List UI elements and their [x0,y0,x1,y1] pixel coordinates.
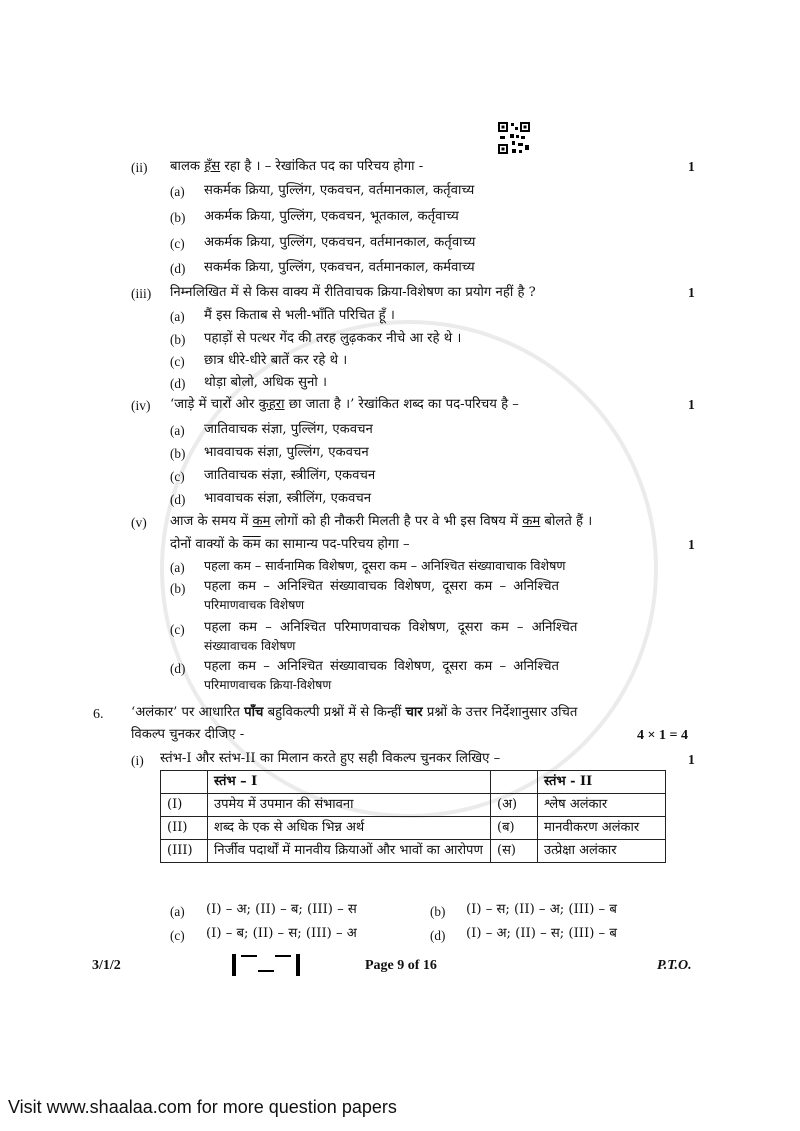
marks: 1 [688,537,695,552]
marks: 1 [688,752,695,767]
question-number: (ii) [131,160,148,175]
option-label: (a) [170,309,185,324]
option-label: (b) [170,210,186,225]
table-cell: उत्प्रेक्षा अलंकार [538,840,666,863]
table-cell: मानवीकरण अलंकार [538,817,666,840]
table-cell: (II) [161,817,208,840]
option-text: अकर्मक क्रिया, पुल्लिंग, एकवचन, वर्तमानकाल, कर्तृवाच्य [204,235,476,250]
option-text: अकर्मक क्रिया, पुल्लिंग, एकवचन, भूतकाल, कर्तृवाच्य [204,209,459,224]
option-text: (I) – ब; (II) – स; (III) – अ [206,926,357,941]
question-number: (v) [131,515,147,530]
table-row [161,840,666,863]
table-cell: शब्द के एक से अधिक भिन्न अर्थ [208,817,491,840]
option-label: (b) [170,446,186,461]
match-table [160,770,666,863]
table-row [161,817,666,840]
table-cell: (III) [161,840,208,863]
option-text: पहाड़ों से पत्थर गेंद की तरह लुढ़ककर नीचे आ रहे थे । [204,331,462,346]
option-text: (I) – स; (II) – अ; (III) – ब [466,902,617,917]
question-number: (iv) [131,398,151,413]
option-label: (c) [170,928,185,943]
option-text: जातिवाचक संज्ञा, पुल्लिंग, एकवचन [204,422,373,437]
option-text: सकर्मक क्रिया, पुल्लिंग, एकवचन, वर्तमानकाल, कर्मवाच्य [204,260,475,275]
marks: 1 [688,159,695,174]
visit-link-text: Visit www.shaalaa.com for more question papers [8,1097,397,1117]
question-text: स्तंभ-I और स्तंभ-II का मिलान करते हुए सही विकल्प चुनकर लिखिए – [160,751,501,766]
page-number: Page 9 of 16 [365,958,437,973]
table-cell: (ब) [491,817,538,840]
column-header: स्तंभ - II [538,771,666,794]
marks: 1 [688,285,695,300]
option-label: (d) [430,928,446,943]
option-text: पहला कम – अनिश्चित संख्यावाचक विशेषण, दूसरा कम – अनिश्चित [204,659,559,674]
option-text: पहला कम – अनिश्चित संख्यावाचक विशेषण, दूसरा कम – अनिश्चित [204,579,559,594]
option-label: (d) [170,261,186,276]
table-cell: (I) [161,794,208,817]
option-text: परिमाणवाचक विशेषण [204,598,305,612]
option-label: (b) [170,581,186,596]
question-text: ‘अलंकार’ पर आधारित पाँच बहुविकल्पी प्रश्नों में से किन्हीं चार प्रश्नों के उत्तर निर्देशानुसार उचित [131,705,578,720]
table-cell: श्लेष अलंकार [538,794,666,817]
option-text: सकर्मक क्रिया, पुल्लिंग, एकवचन, वर्तमानकाल, कर्तृवाच्य [204,183,475,198]
option-label: (b) [170,332,186,347]
question-text: विकल्प चुनकर दीजिए - [131,727,245,742]
option-text: भाववाचक संज्ञा, पुल्लिंग, एकवचन [204,445,369,460]
option-text: पहला कम – अनिश्चित परिमाणवाचक विशेषण, दूसरा कम – अनिश्चित [204,620,578,635]
option-label: (a) [170,904,185,919]
option-label: (b) [430,904,446,919]
option-label: (a) [170,184,185,199]
option-label: (c) [170,622,185,637]
paper-code: 3/1/2 [92,958,121,973]
option-text: (I) – अ; (II) – स; (III) – ब [466,926,617,941]
option-text: जातिवाचक संज्ञा, स्त्रीलिंग, एकवचन [204,468,376,483]
option-label: (d) [170,661,186,676]
option-label: (d) [170,376,186,391]
option-label: (a) [170,423,185,438]
option-label: (d) [170,492,186,507]
question-text: आज के समय में कम लोगों को ही नौकरी मिलती है पर वे भी इस विषय में कम बोलते हैं । [170,514,593,529]
table-cell: (अ) [491,794,538,817]
marks: 4 × 1 = 4 [637,728,688,743]
option-text: भाववाचक संज्ञा, स्त्रीलिंग, एकवचन [204,491,372,506]
question-number: (i) [131,753,144,768]
table-row [161,794,666,817]
question-number: 6. [93,707,104,722]
option-text: (I) – अ; (II) – ब; (III) – स [206,902,357,917]
option-label: (c) [170,469,185,484]
option-label: (c) [170,354,185,369]
pto-label: P.T.O. [657,958,692,973]
option-text: मैं इस किताब से भली-भाँति परिचित हूँ । [204,308,395,323]
option-text: पहला कम – सार्वनामिक विशेषण, दूसरा कम – अनिश्चित संख्यावाचाक विशेषण [204,558,566,573]
question-number: (iii) [131,286,152,301]
table-cell: निर्जीव पदार्थों में मानवीय क्रियाओं और भावों का आरोपण [208,840,491,863]
qr-code-icon [497,121,531,155]
table-cell: (स) [491,840,538,863]
option-text: छात्र धीरे-धीरे बातें कर रहे थे । [204,353,348,368]
table-header-row [161,771,666,794]
question-text: बालक हँस रहा है । – रेखांकित पद का परिचय होगा - [170,159,424,174]
question-text: ‘जाड़े में चारों ओर कुहरा छा जाता है ।’ रेखांकित शब्द का पद-परिचय है – [170,397,519,412]
question-text: दोनों वाक्यों के कम का सामान्य पद-परिचय होगा – [170,537,410,552]
option-label: (a) [170,560,185,575]
option-label: (c) [170,236,185,251]
option-text: थोड़ा बोलो, अधिक सुनो । [204,375,327,390]
option-text: परिमाणवाचक क्रिया-विशेषण [204,678,332,692]
table-cell: उपमेय में उपमान की संभावना [208,794,491,817]
barcode-icon [232,954,300,976]
question-text: निम्नलिखित में से किस वाक्य में रीतिवाचक क्रिया-विशेषण का प्रयोग नहीं है ? [170,285,536,300]
marks: 1 [688,397,695,412]
column-header: स्तंभ – I [208,771,491,794]
option-text: संख्यावाचक विशेषण [204,639,296,653]
